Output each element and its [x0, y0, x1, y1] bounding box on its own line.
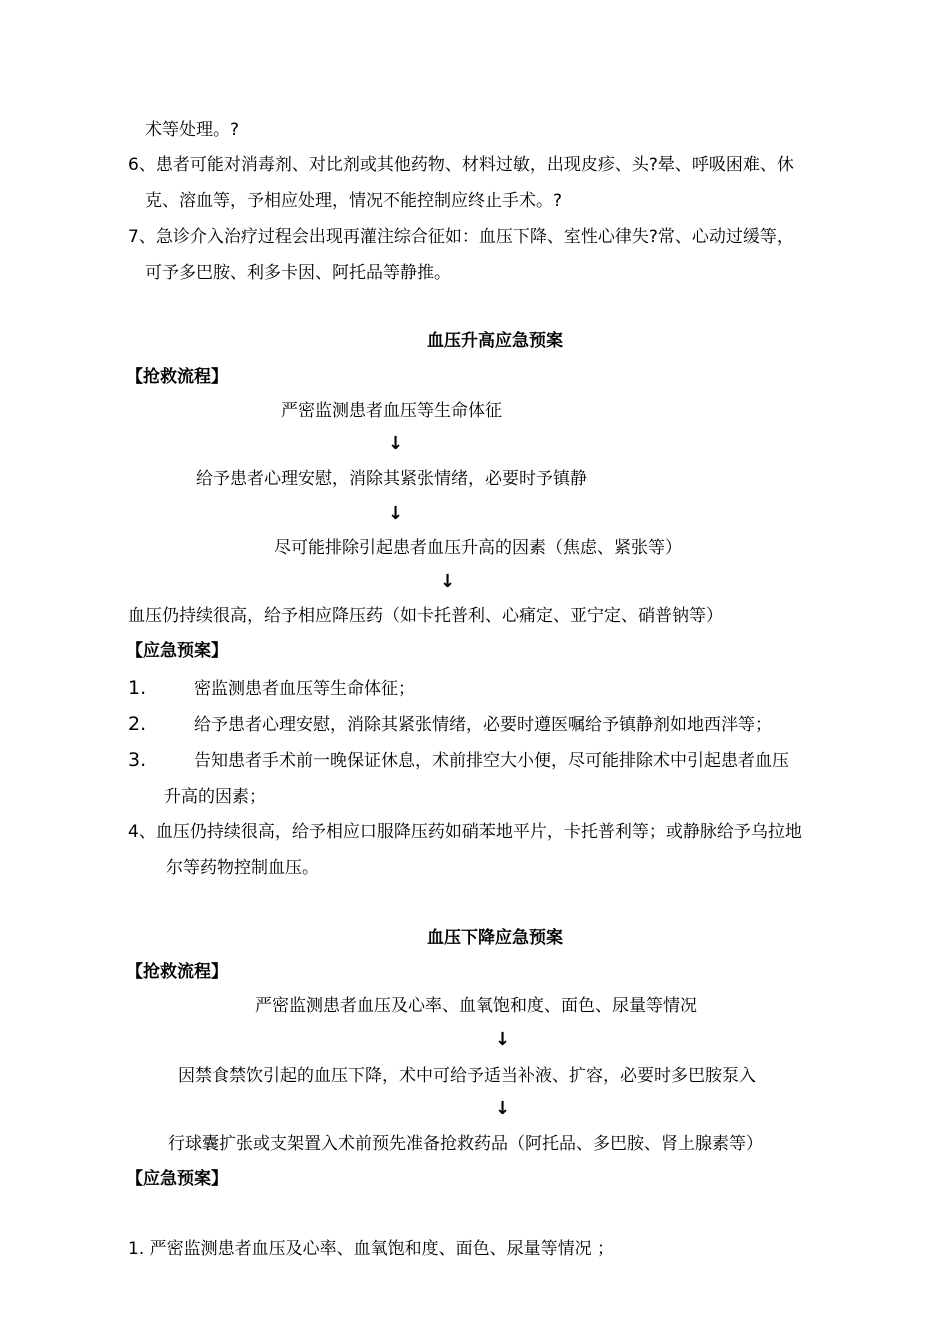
text-line: 术等处理。?: [145, 120, 240, 140]
down-arrow-icon: ↓: [388, 433, 404, 454]
flow-header: 【抢救流程】: [126, 962, 228, 982]
flow-step-3: 尽可能排除引起患者血压升高的因素（焦虑、紧张等）: [274, 538, 682, 558]
plan-item-3: [128, 748, 789, 773]
section-title-hypertension: 血压升高应急预案: [427, 331, 563, 351]
flow-header: 【抢救流程】: [126, 367, 228, 387]
plan-text: 密监测患者血压等生命体征；: [194, 679, 415, 699]
flow-step-3: 行球囊扩张或支架置入术前预先准备抢救药品（阿托品、多巴胺、肾上腺素等）: [168, 1134, 763, 1154]
plan-item-3-cont: 升高的因素；: [164, 787, 266, 807]
flow-step-1: 严密监测患者血压等生命体征: [281, 401, 502, 421]
plan-item-4: 4、血压仍持续很高，给予相应口服降压药如硝苯地平片，卡托普利等；或静脉给予乌拉地: [128, 822, 802, 842]
down-arrow-icon: ↓: [388, 503, 404, 524]
flow-step-1: 严密监测患者血压及心率、血氧饱和度、面色、尿量等情况: [255, 996, 697, 1016]
plan-item-4-cont: 尔等药物控制血压。: [166, 858, 319, 878]
down-arrow-icon: ↓: [495, 1098, 511, 1119]
plan-item-2: [128, 712, 772, 737]
down-arrow-icon: ↓: [495, 1029, 511, 1050]
plan-number: 1.: [128, 677, 147, 699]
flow-step-2: 给予患者心理安慰，消除其紧张情绪，必要时予镇静: [196, 469, 587, 489]
list-item-7: 7、急诊介入治疗过程会出现再灌注综合征如：血压下降、室性心律失?常、心动过缓等，: [128, 227, 794, 247]
list-item-6: 6、患者可能对消毒剂、对比剂或其他药物、材料过敏，出现皮疹、头?晕、呼吸困难、休: [128, 155, 794, 175]
plan-header: 【应急预案】: [126, 1169, 228, 1189]
section-title-hypotension: 血压下降应急预案: [427, 928, 563, 948]
plan-text: 告知患者手术前一晚保证休息，术前排空大小便，尽可能排除术中引起患者血压: [194, 751, 789, 771]
plan-number: 2.: [128, 713, 147, 735]
plan-number: 3.: [128, 749, 147, 771]
list-item-7-cont: 可予多巴胺、利多卡因、阿托品等静推。: [145, 263, 451, 283]
plan-text: 给予患者心理安慰，消除其紧张情绪，必要时遵医嘱给予镇静剂如地西泮等；: [194, 715, 772, 735]
flow-step-2: 因禁食禁饮引起的血压下降，术中可给予适当补液、扩容，必要时多巴胺泵入: [178, 1066, 756, 1086]
list-item-6-cont: 克、溶血等，予相应处理，情况不能控制应终止手术。?: [145, 191, 563, 211]
plan-item-1: 1. 严密监测患者血压及心率、血氧饱和度、面色、尿量等情况 ；: [128, 1239, 615, 1259]
flow-step-4: 血压仍持续很高，给予相应降压药（如卡托普利、心痛定、亚宁定、硝普钠等）: [128, 606, 723, 626]
plan-item-1: [128, 676, 415, 701]
down-arrow-icon: ↓: [440, 571, 456, 592]
plan-header: 【应急预案】: [126, 641, 228, 661]
